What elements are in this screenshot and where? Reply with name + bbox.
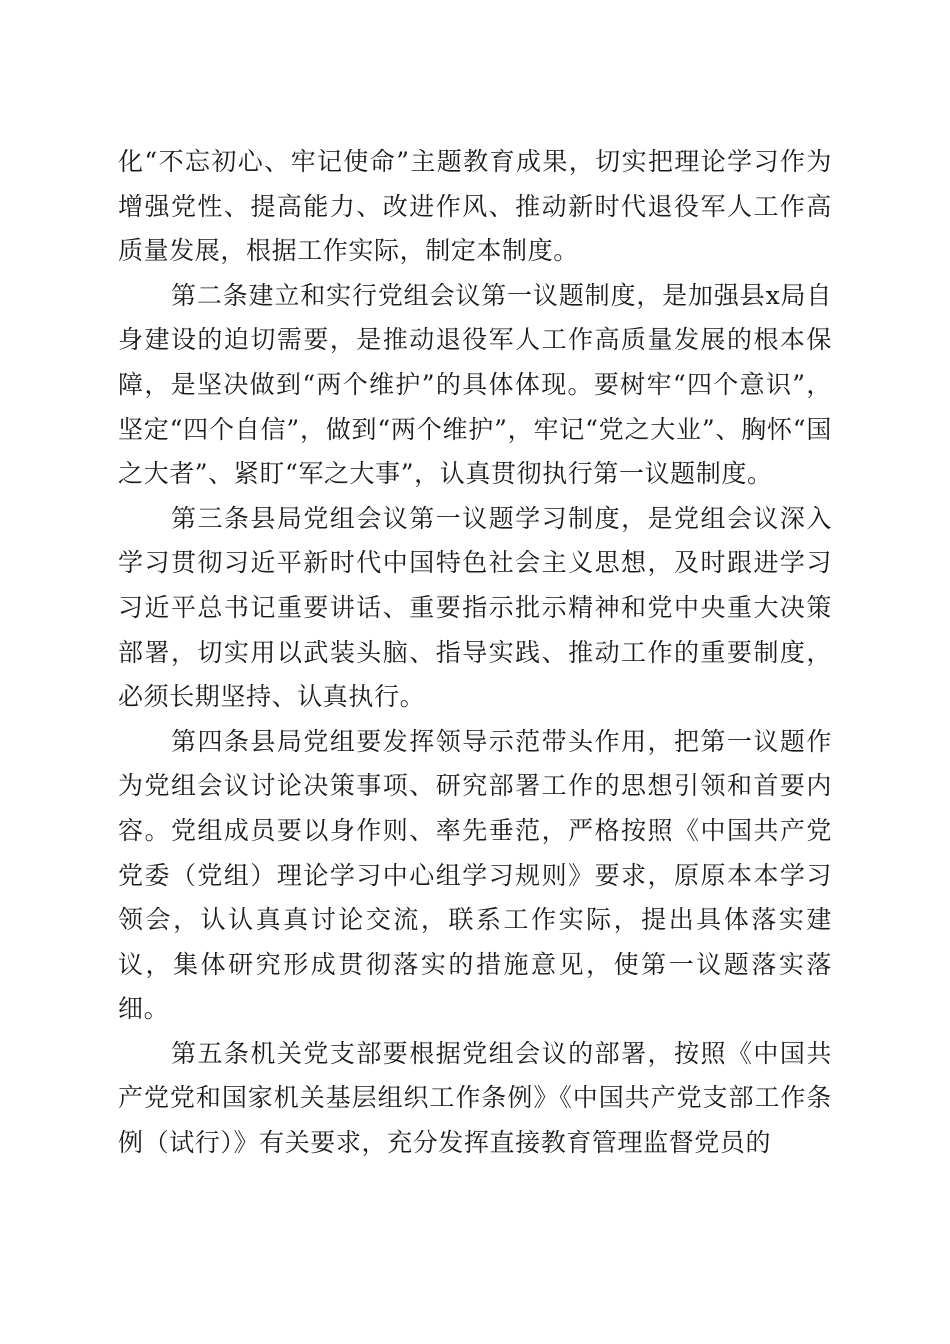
paragraph-article-3: 第三条县局党组会议第一议题学习制度，是党组会议深入学习贯彻习近平新时代中国特色社会主义思想，及时跟进学习习近平总书记重要讲话、重要指示批示精神和党中央重大决策部署，切实用以武装头脑、指导实践、推动工作的重要制度，必须长期坚持、认真执行。 xyxy=(118,503,832,712)
paragraph-article-5: 第五条机关党支部要根据党组会议的部署，按照《中国共产党党和国家机关基层组织工作条例》《中国共产党支部工作条例（试行）》有关要求，充分发挥直接教育管理监督党员的 xyxy=(118,1038,832,1158)
paragraph-continuation: 化“不忘初心、牢记使命”主题教育成果，切实把理论学习作为增强党性、提高能力、改进作风、推动新时代退役军人工作高质量发展，根据工作实际，制定本制度。 xyxy=(118,147,832,266)
document-body xyxy=(118,140,832,1166)
paragraph-article-4: 第四条县局党组要发挥领导示范带头作用，把第一议题作为党组会议讨论决策事项、研究部署工作的思想引领和首要内容。党组成员要以身作则、率先垂范，严格按照《中国共产党党委（党组）理论学习中心组学习规则》要求，原原本本学习领会，认认真真讨论交流，联系工作实际，提出具体落实建议，集体研究形成贯彻落实的措施意见，使第一议题落实落细。 xyxy=(118,726,832,1024)
paragraph-article-2: 第二条建立和实行党组会议第一议题制度，是加强县x局自身建设的迫切需要，是推动退役军人工作高质量发展的根本保障，是坚决做到“两个维护”的具体体现。要树牢“四个意识”，坚定“四个自信”，做到“两个维护”，牢记“党之大业”、胸怀“国之大者”、紧盯“军之大事”，认真贯彻执行第一议题制度。 xyxy=(118,280,832,489)
